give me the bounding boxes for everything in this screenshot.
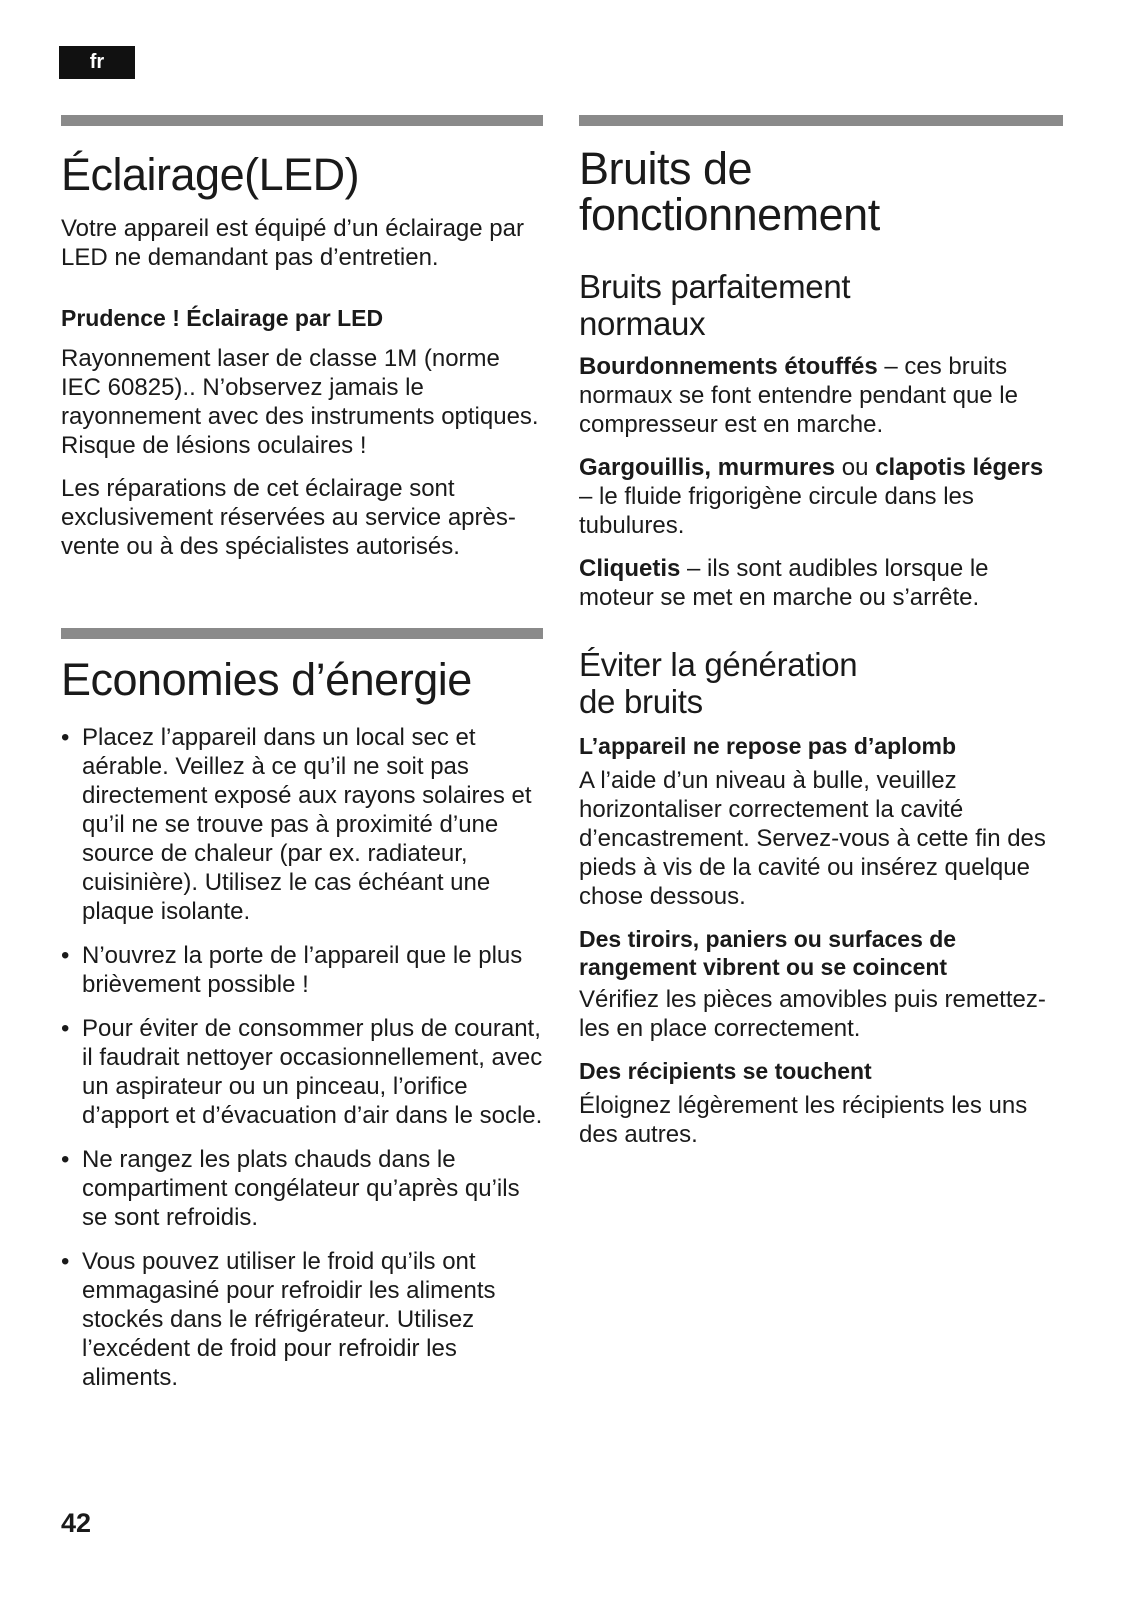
eviter-case1-title: L’appareil ne repose pas d’aplomb [579,733,957,759]
eviter-case3-text: Éloignez légèrement les récipients les uns des autres. [579,1092,1028,1148]
list-item: • Placez l’appareil dans un local sec et aérable. Veillez à ce qu’il ne soit pas directement exposé aux rayons solaires et qu’il ne se trouve pas à proximité d’une source de chaleur (par ex. radiateur, cuisinière). Utilisez le cas échéant une plaque isolante. [61,724,532,925]
section-eclairage [61,115,543,561]
bruits-normaux-p1: Bourdonnements étouffés – ces bruits normaux se font entendre pendant que le compresseur est en marche. [579,353,1018,438]
eclairage-title: Éclairage(LED) [61,149,360,200]
bruits-normaux-p2: Gargouillis, murmures ou clapotis légers – le fluide frigorigène circule dans les tubulures. [579,454,1044,539]
bruits-normaux-title: Bruits parfaitement normaux [579,268,851,342]
economies-title: Economies d’énergie [61,654,472,705]
bruits-normaux-p3: Cliquetis – ils sont audibles lorsque le moteur se met en marche ou s’arrête. [579,555,989,611]
bruits-title: Bruits de fonctionnement [579,143,880,240]
section-economies [61,628,543,1407]
list-item: • N’ouvrez la porte de l’appareil que le plus brièvement possible ! [61,942,523,998]
list-item: • Vous pouvez utiliser le froid qu’ils ont emmagasiné pour refroidir les aliments stockés dans le réfrigérateur. Utilisez l’excédent de froid pour refroidir les aliments. [61,1248,496,1391]
section-bruits [579,115,1063,1149]
eviter-case1-text: A l’aide d’un niveau à bulle, veuillez horizontaliser correctement la cavité d’encastrement. Servez-vous à cette fin des pieds à vis de la cavité ou insérez quelque chose dessous. [579,767,1046,910]
eviter-title: Éviter la génération de bruits [579,646,858,720]
page-number: 42 [61,1508,92,1538]
eclairage-intro: Votre appareil est équipé d’un éclairage par LED ne demandant pas d’entretien. [61,215,524,271]
warning-title: Prudence ! Éclairage par LED [61,305,384,331]
list-item: • Pour éviter de consommer plus de courant, il faudrait nettoyer occasionnellement, avec un aspirateur ou un pinceau, l’orifice d’apport et d’évacuation d’air dans le socle. [61,1015,543,1129]
section-rule [579,115,1063,126]
repair-text: Les réparations de cet éclairage sont exclusivement réservées au service après-vente ou à des spécialistes autorisés. [61,475,516,560]
warning-text: Rayonnement laser de classe 1M (norme IEC 60825).. N’observez jamais le rayonnement avec des instruments optiques. Risque de lésions oculaires ! [61,345,539,459]
eviter-case3-title: Des récipients se touchent [579,1058,872,1084]
economies-list [61,723,543,1392]
eviter-case2-title: Des tiroirs, paniers ou surfaces de rangement vibrent ou se coincent [579,926,957,980]
language-tab: fr [59,46,135,79]
section-rule [61,628,543,639]
eviter-case2-text: Vérifiez les pièces amovibles puis remettez-les en place correctement. [579,986,1046,1042]
section-rule [61,115,543,126]
list-item: • Ne rangez les plats chauds dans le compartiment congélateur qu’après qu’ils se sont refroidis. [61,1146,520,1231]
